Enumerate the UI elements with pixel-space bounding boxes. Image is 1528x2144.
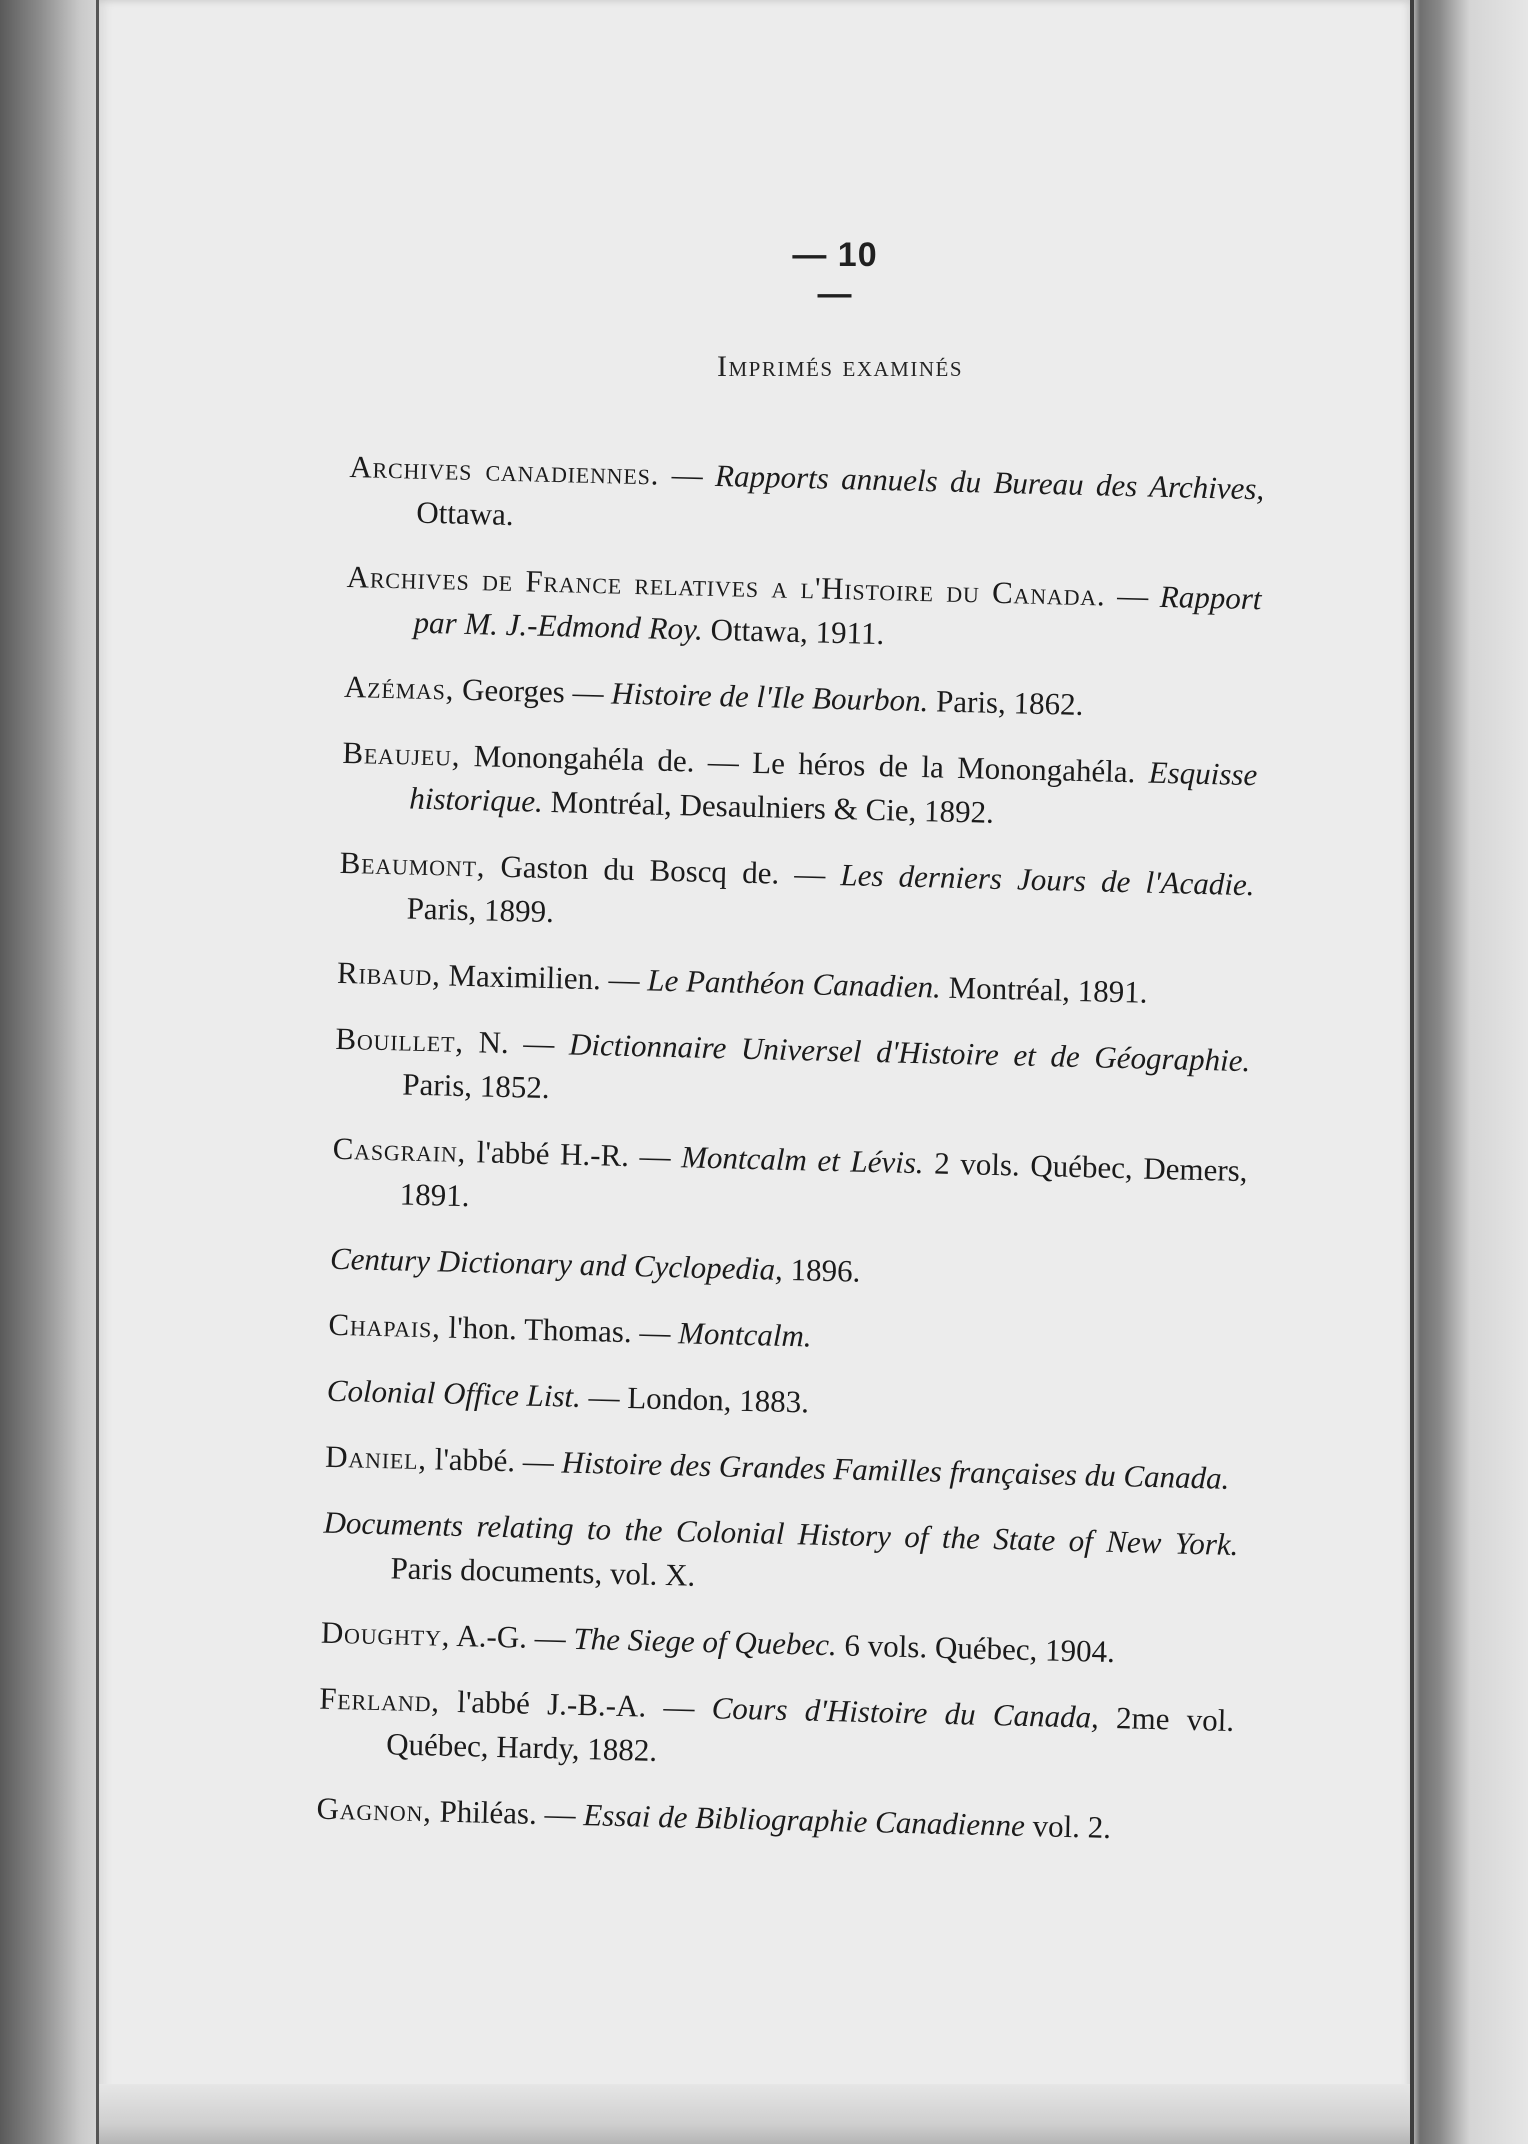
entry-author: Archives canadiennes. bbox=[349, 448, 660, 492]
entry-title: Les derniers Jours de l'Acadie. bbox=[840, 857, 1255, 903]
entry-title: Cours d'Histoire du Canada, bbox=[711, 1690, 1100, 1735]
entry-author: Archives de France relatives a l'Histoire du Canada. bbox=[346, 558, 1107, 613]
entry-title: Histoire de l'Ile Bourbon. bbox=[610, 675, 929, 719]
entry-separator: A.-G. — bbox=[449, 1617, 574, 1656]
entry-title: Esquisse historique. bbox=[408, 754, 1258, 819]
entry-author: Bouillet, bbox=[335, 1020, 465, 1059]
entry-title: The Siege of Quebec. bbox=[573, 1620, 838, 1663]
entry-author: Doughty, bbox=[320, 1614, 451, 1653]
entry-details: Montréal, Desaulniers & Cie, 1892. bbox=[542, 783, 995, 830]
page-bottom-edge bbox=[96, 2084, 1414, 2144]
bibliography-list bbox=[316, 445, 1265, 1875]
entry-author: Chapais, bbox=[328, 1306, 442, 1345]
entry-details: Paris, 1899. bbox=[406, 890, 555, 930]
entry-details: Paris, 1852. bbox=[401, 1066, 551, 1106]
entry-author: Gagnon, bbox=[316, 1790, 433, 1829]
entry-details: 2 vols. Québec, Demers, 1891. bbox=[399, 1145, 1248, 1214]
bibliography-entry bbox=[334, 1017, 1251, 1127]
entry-separator: Gaston du Boscq de. — bbox=[484, 848, 841, 893]
entry-author: Ribaud, bbox=[336, 954, 442, 993]
entry-title: Dictionnaire Universel d'Histoire et de Géographie. bbox=[568, 1026, 1251, 1079]
entry-details: vol. 2. bbox=[1024, 1807, 1112, 1846]
bibliography-entry bbox=[337, 951, 1253, 1017]
bibliography-entry bbox=[316, 1787, 1232, 1853]
entry-separator: l'abbé H.-R. — bbox=[465, 1134, 682, 1175]
entry-details: Ottawa. bbox=[415, 494, 515, 533]
bibliography-entry bbox=[330, 1237, 1246, 1303]
entry-separator: l'hon. Thomas. — bbox=[440, 1309, 679, 1351]
entry-details: Paris, 1862. bbox=[927, 683, 1084, 722]
entry-separator: Monongahéla de. — Le héros de la Monongahéla. bbox=[459, 737, 1150, 790]
bibliography-entry bbox=[338, 841, 1255, 951]
bibliography-entry bbox=[344, 665, 1260, 731]
right-page-edge bbox=[1410, 0, 1414, 2144]
entry-separator: Maximilien. — bbox=[440, 957, 648, 998]
bibliography-entry bbox=[345, 555, 1262, 665]
entry-author: Beaumont, bbox=[339, 844, 486, 884]
bibliography-entry bbox=[318, 1677, 1235, 1787]
entry-separator: l'abbé J.-B.-A. — bbox=[439, 1683, 713, 1726]
entry-title: Century Dictionary and Cyclopedia, bbox=[329, 1240, 784, 1287]
entry-details: Montréal, 1891. bbox=[940, 969, 1148, 1010]
entry-author: Ferland, bbox=[318, 1680, 441, 1719]
entry-details: Ottawa, 1911. bbox=[702, 611, 885, 652]
entry-separator: Philéas. — bbox=[431, 1793, 584, 1833]
bibliography-entry bbox=[322, 1501, 1239, 1611]
entry-title: Rapport par M. J.-Edmond Roy. bbox=[413, 578, 1262, 647]
entry-author: Azémas, bbox=[343, 668, 455, 707]
entry-title: Histoire des Grandes Familles françaises du Canada. bbox=[561, 1444, 1230, 1496]
entry-details: 1896. bbox=[782, 1251, 861, 1289]
bibliography-entry bbox=[331, 1127, 1248, 1237]
bibliography-entry bbox=[341, 731, 1258, 841]
page-number: — 10 — bbox=[792, 236, 878, 313]
entry-title: Montcalm. bbox=[677, 1315, 813, 1354]
entry-author: Casgrain, bbox=[332, 1130, 467, 1170]
entry-author: Daniel, bbox=[324, 1438, 428, 1477]
entry-separator: N. — bbox=[463, 1023, 570, 1062]
entry-details: 2me vol. Québec, Hardy, 1882. bbox=[385, 1699, 1235, 1768]
entry-title: Colonial Office List. bbox=[326, 1372, 582, 1414]
section-heading: Imprimés examinés bbox=[716, 350, 964, 383]
bibliography-entry bbox=[326, 1369, 1242, 1435]
entry-title: Le Panthéon Canadien. bbox=[646, 962, 942, 1005]
entry-title: Documents relating to the Colonial History of the State of New York. bbox=[323, 1504, 1239, 1563]
entry-author: Beaujeu, bbox=[342, 734, 461, 773]
bibliography-entry bbox=[325, 1435, 1241, 1501]
entry-title: Montcalm et Lévis. bbox=[680, 1139, 925, 1181]
bibliography-entry bbox=[328, 1303, 1244, 1369]
entry-separator: l'abbé. — bbox=[426, 1441, 563, 1480]
entry-separator: — bbox=[658, 456, 716, 493]
entry-title: Rapports annuels du Bureau des Archives, bbox=[714, 457, 1265, 507]
entry-separator: — bbox=[1105, 577, 1161, 614]
entry-title: Essai de Bibliographie Canadienne bbox=[582, 1797, 1026, 1843]
entry-details: 6 vols. Québec, 1904. bbox=[836, 1627, 1116, 1670]
entry-separator: Georges — bbox=[453, 671, 612, 711]
entry-details: — London, 1883. bbox=[580, 1378, 810, 1420]
entry-details: Paris documents, vol. X. bbox=[390, 1550, 696, 1593]
left-page-edge bbox=[96, 0, 99, 2144]
bibliography-entry bbox=[320, 1611, 1236, 1677]
